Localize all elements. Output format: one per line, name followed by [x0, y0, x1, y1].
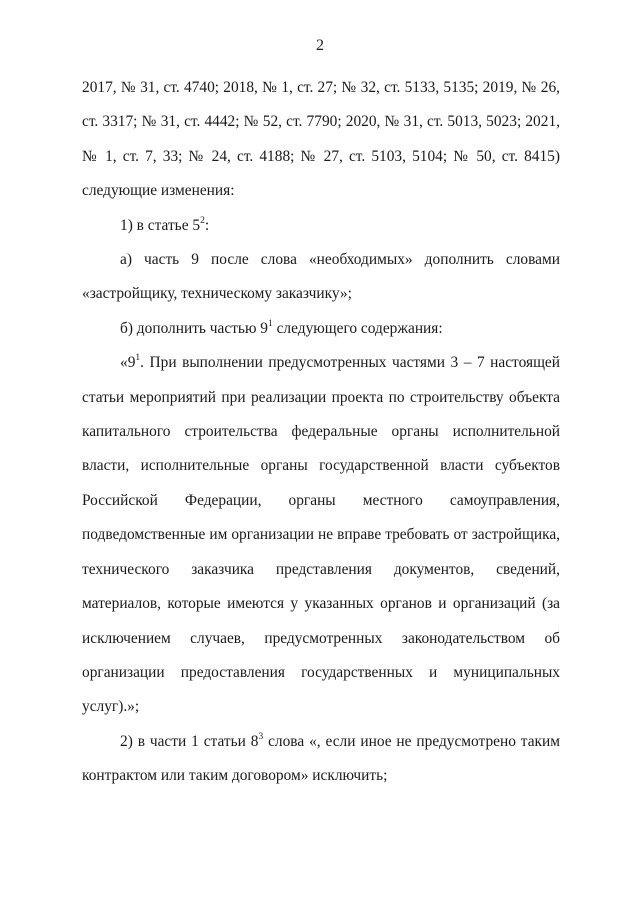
paragraph-subitem-b	[82, 312, 560, 346]
paragraph-item-1	[82, 209, 560, 243]
item-1-text-end: :	[204, 216, 210, 234]
part-9-1-text: «9	[120, 354, 136, 372]
document-body	[82, 71, 560, 794]
item-2-text-end: слова «, если иное не предусмотрено таким контрактом или таким договором» исключить;	[82, 732, 560, 785]
subitem-b-text-end: следующего содержания:	[272, 319, 443, 337]
part-9-1-superscript: 1	[135, 353, 141, 364]
paragraph-citation-continuation: 2017, № 31, ст. 4740; 2018, № 1, ст. 27; № 32, ст. 5133, 5135; 2019, № 26, ст. 3317; № 31, ст. 4442; № 52, ст. 7790; 2020, № 31, ст. 5013, 5023; 2021, № 1, ст. 7, 33; № 24, ст. 4188; № 27, ст. 5103, 5104; № 50, ст. 8415) следующие изменения:	[82, 79, 560, 200]
subitem-b-text: б) дополнить частью 9	[120, 319, 268, 337]
paragraph-part-9-1	[82, 346, 560, 724]
page-number: 2	[316, 37, 324, 54]
paragraph-item-2	[82, 725, 560, 794]
subitem-b-superscript: 1	[268, 318, 273, 329]
item-1-superscript: 2	[200, 215, 205, 226]
item-2-superscript: 3	[258, 731, 264, 742]
part-9-1-text-end: . При выполнении предусмотренных частями 3 – 7 настоящей статьи мероприятий при реализации проекта по строительству объекта капитального строительства федеральные органы исполнительной власти, исполнительные органы государственной власти субъектов Российской Федерации, органы местного самоуправления, подведомственные им организации не вправе требовать от застройщика, технического заказчика представления документов, сведений, материалов, которые имеются у указанных органов и организаций (за исключением случаев, предусмотренных законодательством об организации предоставления государственных и муниципальных услуг).»;	[82, 354, 560, 716]
item-1-text: 1) в статье 5	[120, 216, 201, 234]
item-2-text: 2) в части 1 статьи 8	[120, 732, 259, 750]
paragraph-subitem-a: а) часть 9 после слова «необходимых» дополнить словами «застройщику, техническому заказчику»;	[82, 251, 560, 303]
